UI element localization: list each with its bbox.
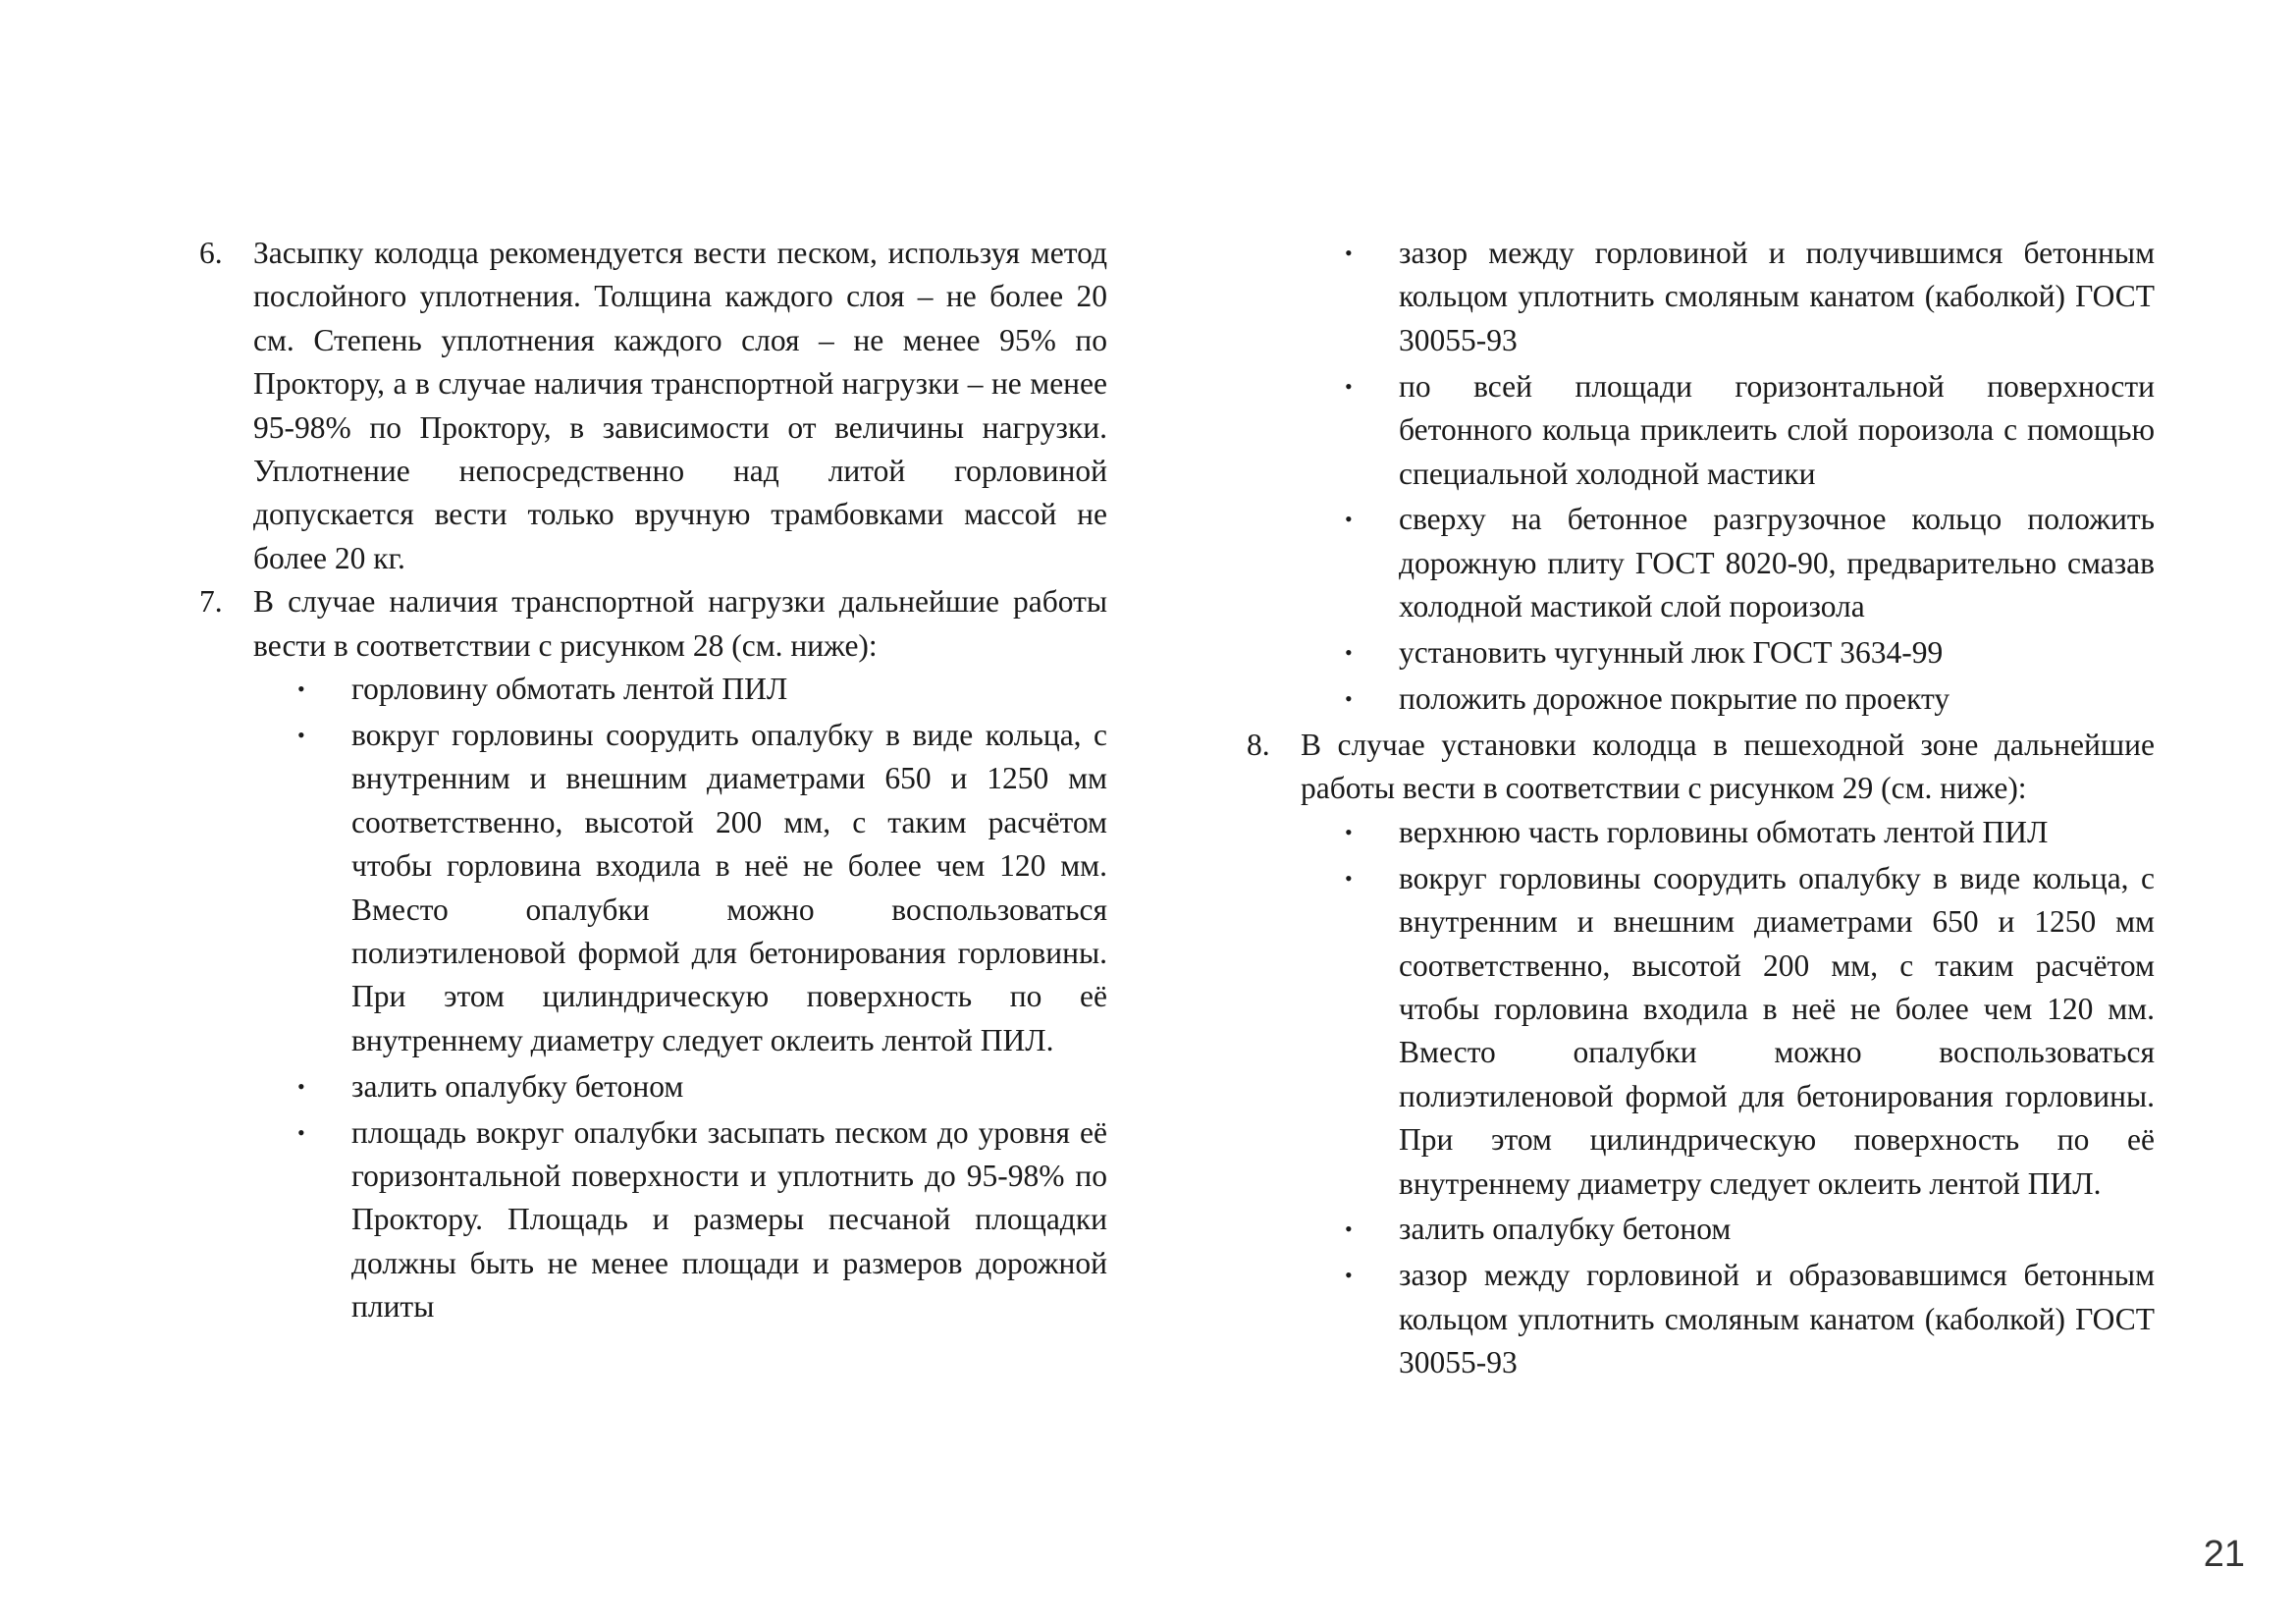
continued-bullet-list bbox=[1247, 232, 2155, 721]
bullet-icon: • bbox=[1345, 1216, 1353, 1242]
bullet-text: вокруг горловины соорудить опалубку в виде кольца, с внутренним и внешним диаметрами 650 и 1250 мм соответственно, высотой 200 мм, с таким расчётом чтобы горловина входила в неё не более чем 120 мм. Вместо опалубки можно воспользоваться полиэтиленовой формой для бетонирования горловины. При этом цилиндрическую поверхность по её внутреннему диаметру следует оклеить лентой ПИЛ. bbox=[1399, 860, 2155, 1201]
page-number: 21 bbox=[2203, 1534, 2245, 1575]
bullet-text: залить опалубку бетоном bbox=[1399, 1212, 1732, 1247]
bullet-item bbox=[1247, 498, 2155, 628]
list-item-8 bbox=[1247, 724, 2155, 1385]
bullet-item bbox=[253, 668, 1107, 711]
bullet-icon: • bbox=[297, 1073, 305, 1099]
bullet-item bbox=[1301, 1208, 2155, 1251]
bullet-list bbox=[253, 668, 1107, 1329]
item-number: 6. bbox=[199, 236, 223, 270]
bullet-item bbox=[1247, 677, 2155, 721]
bullet-icon: • bbox=[1345, 865, 1353, 891]
bullet-item bbox=[1247, 232, 2155, 362]
bullet-icon: • bbox=[1345, 241, 1353, 265]
bullet-icon: • bbox=[297, 722, 305, 747]
bullet-text: зазор между горловиной и получившимся бетонным кольцом уплотнить смоляным канатом (каболкой) ГОСТ 30055-93 bbox=[1399, 236, 2155, 357]
bullet-icon: • bbox=[1345, 1263, 1353, 1288]
bullet-text: по всей площади горизонтальной поверхности бетонного кольца приклеить слой пороизола с помощью специальной холодной мастики bbox=[1399, 368, 2155, 491]
bullet-text: зазор между горловиной и образовавшимся бетонным кольцом уплотнить смоляным канатом (каболкой) ГОСТ 30055-93 bbox=[1399, 1258, 2155, 1380]
bullet-text: вокруг горловины соорудить опалубку в виде кольца, с внутренним и внешним диаметрами 650 и 1250 мм соответственно, высотой 200 мм, с таким расчётом чтобы горловина входила в неё не более чем 120 мм. Вместо опалубки можно воспользоваться полиэтиленовой формой для бетонирования горловины. При этом цилиндрическую поверхность по её внутреннему диаметру следует оклеить лентой ПИЛ. bbox=[351, 717, 1107, 1057]
bullet-text: установить чугунный люк ГОСТ 3634-99 bbox=[1399, 635, 1944, 671]
right-column bbox=[1247, 232, 2155, 1387]
bullet-item bbox=[253, 714, 1107, 1062]
item-text: Засыпку колодца рекомендуется вести песком, используя метод послойного уплотнения. Толщина каждого слоя – не более 20 см. Степень уплотнения каждого слоя – не менее 95% по Проктору, а в случае наличия транспортной нагрузки – не менее 95-98% по Проктору, в зависимости от величины нагрузки. Уплотнение непосредственно над литой горловиной допускается вести только вручную трамбовками массой не более 20 кг. bbox=[253, 236, 1107, 575]
bullet-item bbox=[1301, 811, 2155, 854]
bullet-text: сверху на бетонное разгрузочное кольцо положить дорожную плиту ГОСТ 8020-90, предварительно смазав холодной мастикой слой пороизола bbox=[1399, 502, 2155, 624]
left-column bbox=[199, 232, 1107, 1331]
bullet-icon: • bbox=[1345, 686, 1353, 712]
bullet-icon: • bbox=[1345, 507, 1353, 532]
bullet-item bbox=[1247, 631, 2155, 675]
list-item-6 bbox=[199, 232, 1107, 580]
bullet-text: положить дорожное покрытие по проекту bbox=[1399, 681, 1950, 717]
bullet-item bbox=[1301, 857, 2155, 1206]
bullet-text: горловину обмотать лентой ПИЛ bbox=[351, 672, 788, 707]
bullet-icon: • bbox=[297, 1119, 305, 1145]
bullet-item bbox=[1247, 365, 2155, 496]
bullet-icon: • bbox=[1345, 640, 1353, 666]
item-text: В случае наличия транспортной нагрузки дальнейшие работы вести в соответствии с рисунком 28 (см. ниже): bbox=[253, 584, 1107, 663]
bullet-text: площадь вокруг опалубки засыпать песком до уровня её горизонтальной поверхности и уплотнить до 95-98% по Проктору. Площадь и размеры песчаной площадки должны быть не менее площади и размеров дорожной плиты bbox=[351, 1114, 1107, 1325]
item-number: 8. bbox=[1247, 727, 1270, 762]
bullet-text: верхнюю часть горловины обмотать лентой ПИЛ bbox=[1399, 814, 2049, 849]
list-item-7 bbox=[199, 580, 1107, 1328]
bullet-item bbox=[253, 1065, 1107, 1108]
bullet-icon: • bbox=[297, 676, 305, 702]
item-text: В случае установки колодца в пешеходной зоне дальнейшие работы вести в соответствии с рисунком 29 (см. ниже): bbox=[1301, 727, 2155, 806]
bullet-item bbox=[253, 1111, 1107, 1329]
bullet-item bbox=[1301, 1254, 2155, 1384]
bullet-list bbox=[1301, 811, 2155, 1385]
bullet-icon: • bbox=[1345, 373, 1353, 399]
bullet-text: залить опалубку бетоном bbox=[351, 1068, 684, 1104]
bullet-icon: • bbox=[1345, 819, 1353, 844]
item-number: 7. bbox=[199, 584, 223, 620]
